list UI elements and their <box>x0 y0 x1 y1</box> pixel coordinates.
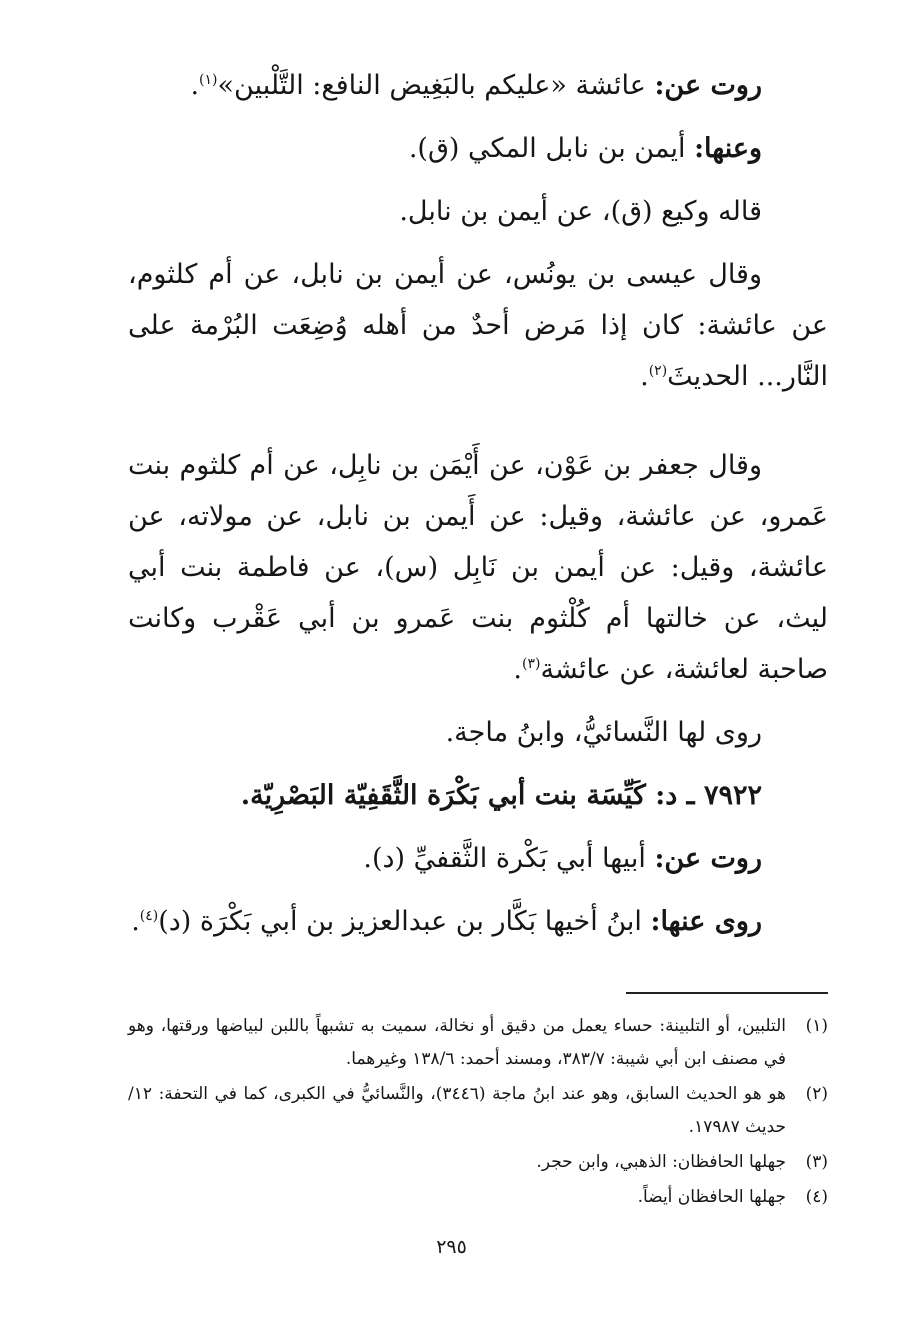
footnote-number: (١) <box>805 1016 828 1036</box>
paragraph-2 <box>128 123 828 174</box>
footnote-text: التلبين، أو التلبينة: حساء يعمل من دقيق أو نخالة، سميت به تشبهاً باللبن لبياضها ورقتها، وهو في مصنف ابن أبي شيبة: ٣٨٣/٧، ومسند أحمد: ١٣٨/٦ وغيرهما. <box>128 1016 786 1069</box>
paragraph-tail: . <box>640 361 649 392</box>
footnote-4 <box>128 1181 828 1214</box>
paragraph-tail: . <box>513 654 522 685</box>
label-bold: روت عن: <box>654 70 762 101</box>
paragraph-text: وقال جعفر بن عَوْن، عن أَيْمَن بن نابِل، عن أم كلثوم بنت عَمرو، عن عائشة، وقيل: عن أَيمن بن نابل، عن مولاته، عن عائشة، وقيل: عن أيمن بن نَابِل (س)، عن فاطمة بنت أبي ليث، عن خالتها أم كُلْثوم بنت عَمرو بن أبي عَقْرب وكانت صاحبة لعائشة، عن عائشة <box>128 450 828 685</box>
footnote-text: هو هو الحديث السابق، وهو عند ابنُ ماجة (٣٤٤٦)، والنَّسائيُّ في الكبرى، كما في التحفة: ١٢/حديث ١٧٩٨٧. <box>128 1084 786 1137</box>
footnote-number: (٢) <box>805 1084 828 1104</box>
footnote-3 <box>128 1146 828 1179</box>
footnote-ref: (٢) <box>648 363 668 379</box>
entry-title: ٧٩٢٢ ـ د: كَيِّسَة بنت أبي بَكْرَة الثَّقَفِيّة البَصْرِيّة. <box>240 780 762 811</box>
paragraph-5 <box>128 440 828 695</box>
footnotes <box>128 1010 828 1216</box>
footnote-ref: (٤) <box>139 908 159 924</box>
footnote-1 <box>128 1010 828 1076</box>
paragraph-8 <box>128 833 828 884</box>
paragraph-text: ابنُ أخيها بَكَّار بن عبدالعزيز بن أبي بَكْرَة (د) <box>158 906 651 937</box>
paragraph-6 <box>128 707 828 758</box>
paragraph-1 <box>128 60 828 111</box>
label-bold: وعنها: <box>694 133 762 164</box>
footnote-ref: (١) <box>199 72 218 88</box>
paragraph-text: عائشة «عليكم بالبَغِيض النافع: التَّلْبين» <box>217 70 655 101</box>
footnote-text: جهلها الحافظان: الذهبي، وابن حجر. <box>536 1152 786 1172</box>
entry-heading <box>128 770 828 821</box>
paragraph-3 <box>128 186 828 237</box>
label-bold: روت عن: <box>654 843 762 874</box>
footnote-ref: (٣) <box>521 656 541 672</box>
paragraph-text: أبيها أبي بَكْرة الثَّقفيِّ (د). <box>363 843 655 874</box>
paragraph-text: أيمن بن نابل المكي (ق). <box>408 133 695 164</box>
paragraph-4 <box>128 249 828 402</box>
footnote-number: (٤) <box>805 1187 828 1207</box>
paragraph-tail: . <box>190 70 200 101</box>
paragraph-text: وقال عيسى بن يونُس، عن أيمن بن نابل، عن أم كلثوم، عن عائشة: كان إذا مَرض أحدٌ من أهله وُضِعَت البُرْمة على النَّار... الحديثَ <box>128 259 828 392</box>
footnote-number: (٣) <box>805 1152 828 1172</box>
paragraph-tail: . <box>131 906 140 937</box>
main-text <box>128 60 828 959</box>
label-bold: روى عنها: <box>650 906 762 937</box>
page-number: ٢٩٥ <box>436 1236 467 1258</box>
paragraph-9 <box>128 896 828 947</box>
footnote-separator <box>626 992 828 994</box>
paragraph-text: روى لها النَّسائيُّ، وابنُ ماجة. <box>445 717 762 748</box>
footnote-text: جهلها الحافظان أيضاً. <box>637 1187 786 1207</box>
footnote-2 <box>128 1078 828 1144</box>
paragraph-text: قاله وكيع (ق)، عن أيمن بن نابل. <box>399 196 762 227</box>
paragraph-gap <box>128 414 828 440</box>
